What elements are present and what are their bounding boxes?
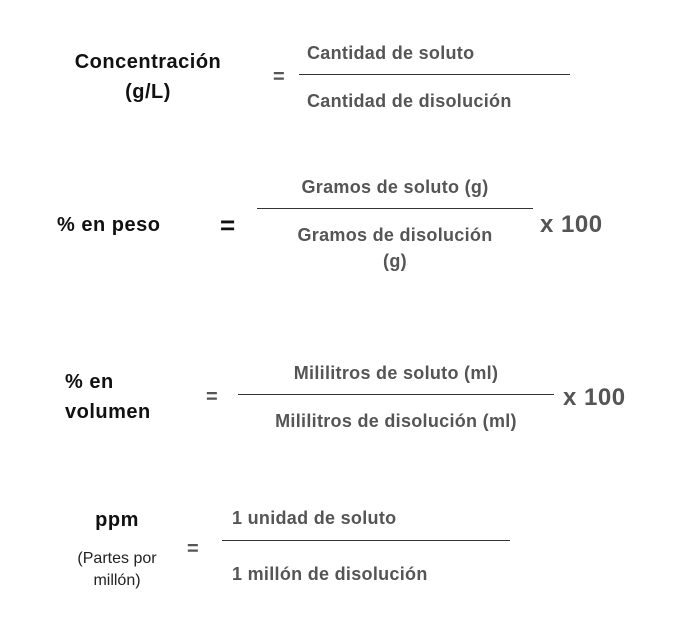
equals-sign: = bbox=[206, 386, 218, 408]
fraction-denominator-line1: Gramos de disolución bbox=[297, 225, 493, 245]
formula-concentracion bbox=[0, 0, 677, 140]
fraction-bar bbox=[238, 394, 554, 395]
porcentaje-volumen-label bbox=[65, 367, 151, 427]
equals-sign: = bbox=[220, 210, 236, 240]
fraction-bar bbox=[257, 208, 533, 209]
ppm-note-line1: (Partes por bbox=[77, 550, 157, 567]
concentracion-label bbox=[48, 47, 248, 107]
multiplier: x 100 bbox=[540, 211, 603, 238]
equals-sign: = bbox=[187, 538, 199, 560]
multiplier: x 100 bbox=[563, 384, 626, 411]
fraction-numerator: Mililitros de soluto (ml) bbox=[293, 363, 499, 383]
fraction-denominator: Cantidad de disolución bbox=[307, 91, 512, 111]
fraction-bar bbox=[222, 540, 510, 541]
ppm-note-line2: millón) bbox=[93, 572, 141, 589]
fraction-denominator: Mililitros de disolución (ml) bbox=[275, 411, 517, 431]
formula-porcentaje-volumen bbox=[0, 350, 677, 460]
fraction-bar bbox=[299, 74, 570, 75]
concentracion-label-line2: (g/L) bbox=[125, 81, 171, 103]
formula-porcentaje-peso bbox=[0, 160, 677, 300]
fraction-numerator: Gramos de soluto (g) bbox=[301, 177, 489, 197]
ppm-note bbox=[57, 548, 177, 592]
porcentaje-peso-label: % en peso bbox=[57, 214, 161, 236]
fraction-numerator: Cantidad de soluto bbox=[307, 43, 475, 63]
porcentaje-volumen-label-line1: % en bbox=[65, 371, 114, 393]
fraction-numerator: 1 unidad de soluto bbox=[232, 508, 397, 528]
ppm-label: ppm bbox=[95, 509, 139, 531]
fraction-denominator-line2: (g) bbox=[383, 251, 407, 271]
fraction-denominator: 1 millón de disolución bbox=[232, 564, 428, 584]
equals-sign: = bbox=[273, 66, 285, 88]
porcentaje-volumen-label-line2: volumen bbox=[65, 401, 151, 423]
concentracion-label-line1: Concentración bbox=[74, 51, 222, 73]
fraction-denominator bbox=[257, 222, 533, 274]
formula-ppm bbox=[0, 490, 677, 610]
